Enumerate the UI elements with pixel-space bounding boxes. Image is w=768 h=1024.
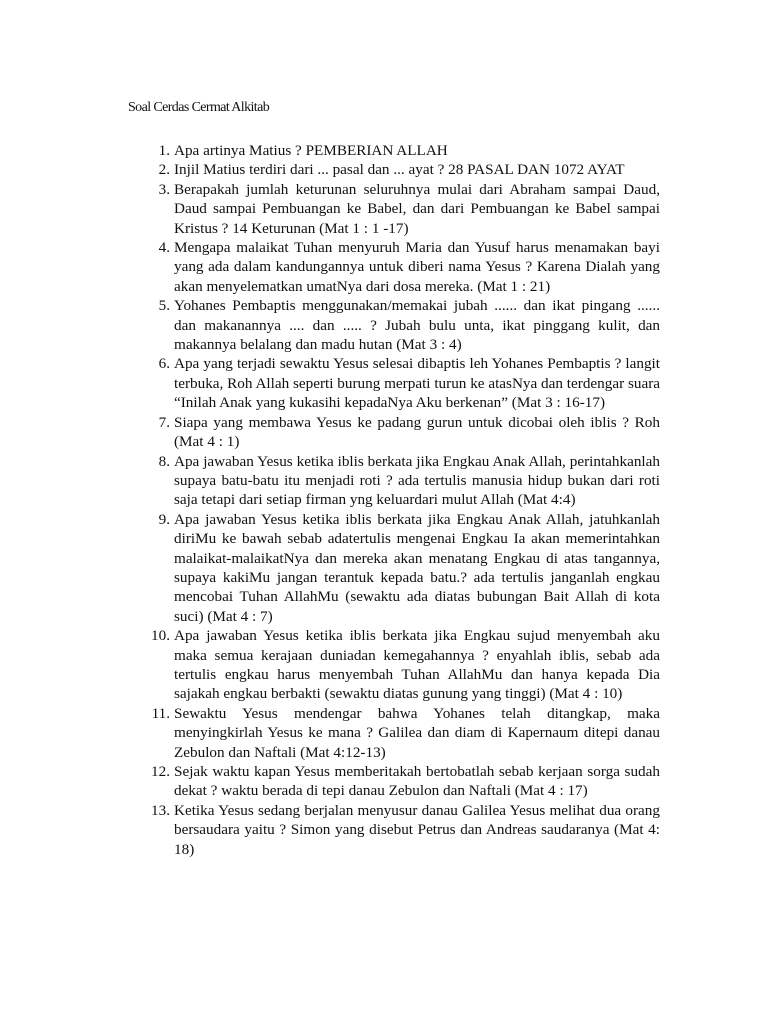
question-item — [140, 452, 660, 510]
question-text: Siapa yang membawa Yesus ke padang gurun untuk dicobai oleh iblis ? Roh (Mat 4 : 1) — [174, 413, 660, 451]
question-item — [140, 354, 660, 412]
question-number: 11. — [151, 704, 170, 722]
question-item — [140, 160, 660, 179]
question-item — [140, 801, 660, 859]
question-text: Apa jawaban Yesus ketika iblis berkata jika Engkau Anak Allah, jatuhkanlah diriMu ke bawah sebab adatertulis mengenai Engkau Ia akan memerintahkan malaikat-malaikatNya dan mereka akan menatang Engkau di atas tangannya, supaya kakiMu jangan terantuk kepada batu.? ada tertulis janganlah engkau mencobai Tuhan AllahMu (sewaktu ada diatas bubungan Bait Allah di kota suci) (Mat 4 : 7) — [174, 510, 660, 625]
question-number: 5. — [158, 297, 170, 315]
question-text: Apa jawaban Yesus ketika iblis berkata jika Engkau Anak Allah, perintahkanlah supaya batu-batu itu menjadi roti ? ada tertulis manusia hidup bukan dari roti saja tetapi dari setiap firman yng keluardari mulut Allah (Mat 4:4) — [174, 452, 660, 509]
question-number: 1. — [158, 142, 170, 159]
question-item — [140, 180, 660, 238]
question-item — [140, 296, 660, 354]
question-number: 12. — [151, 763, 170, 780]
question-text: Berapakah jumlah keturunan seluruhnya mulai dari Abraham sampai Daud, Daud sampai Pembuangan ke Babel, dan dari Pembuangan ke Babel sampai Kristus ? 14 Keturunan (Mat 1 : 1 -17) — [174, 180, 660, 237]
question-number: 3. — [158, 180, 170, 198]
question-text: Apa jawaban Yesus ketika iblis berkata jika Engkau sujud menyembah aku maka semua kerajaan duniadan kemegahannya ? enyahlah iblis, sebab ada tertulis engkau harus menyembah Tuhan AllahMu dan hanya kepada Dia sajakah engkau berbakti (sewaktu diatas gunung yang tinggi) (Mat 4 : 10) — [174, 627, 660, 703]
question-number: 13. — [151, 801, 170, 819]
question-item — [140, 141, 660, 160]
question-number: 8. — [158, 452, 170, 470]
question-number: 2. — [158, 161, 170, 179]
question-text: Apa artinya Matius ? PEMBERIAN ALLAH — [174, 142, 448, 159]
question-text: Sejak waktu kapan Yesus memberitakah bertobatlah sebab kerjaan sorga sudah dekat ? waktu berada di tepi danau Zebulon dan Naftali (Mat 4 : 17) — [174, 763, 660, 800]
question-number: 6. — [158, 355, 170, 373]
question-text: Apa yang terjadi sewaktu Yesus selesai dibaptis leh Yohanes Pembaptis ? langit terbuka, Roh Allah seperti burung merpati turun ke atasNya dan terdengar suara “Inilah Anak yang kukasihi kepadaNya Aku berkenan” (Mat 3 : 16-17) — [174, 355, 660, 412]
question-text: Ketika Yesus sedang berjalan menyusur danau Galilea Yesus melihat dua orang bersaudara yaitu ? Simon yang disebut Petrus dan Andreas saudaranya (Mat 4: 18) — [174, 801, 660, 858]
question-text: Mengapa malaikat Tuhan menyuruh Maria dan Yusuf harus menamakan bayi yang ada dalam kandungannya untuk diberi nama Yesus ? Karena Dialah yang akan menyelematkan umatNya dari dosa mereka. (Mat 1 : 21) — [174, 239, 660, 295]
question-list — [140, 141, 660, 859]
question-item — [140, 762, 660, 801]
question-number: 10. — [151, 627, 170, 645]
question-number: 4. — [158, 239, 170, 257]
question-item — [140, 413, 660, 452]
question-number: 7. — [158, 413, 170, 431]
question-number: 9. — [158, 510, 170, 528]
question-item — [140, 704, 660, 762]
question-item — [140, 626, 660, 704]
document-title: Soal Cerdas Cermat Alkitab — [128, 100, 270, 115]
question-item — [140, 238, 660, 296]
question-text: Sewaktu Yesus mendengar bahwa Yohanes telah ditangkap, maka menyingkirlah Yesus ke mana ? Galilea dan diam di Kapernaum ditepi danau Zebulon dan Naftali (Mat 4:12-13) — [174, 704, 660, 761]
question-item — [140, 510, 660, 626]
question-text: Yohanes Pembaptis menggunakan/memakai jubah ...... dan ikat pingang ...... dan makanannya .... dan ..... ? Jubah bulu unta, ikat pinggang kulit, dan makannya belalang dan madu hutan (Mat 3 : 4) — [174, 297, 660, 354]
question-text: Injil Matius terdiri dari ... pasal dan ... ayat ? 28 PASAL DAN 1072 AYAT — [174, 161, 625, 179]
